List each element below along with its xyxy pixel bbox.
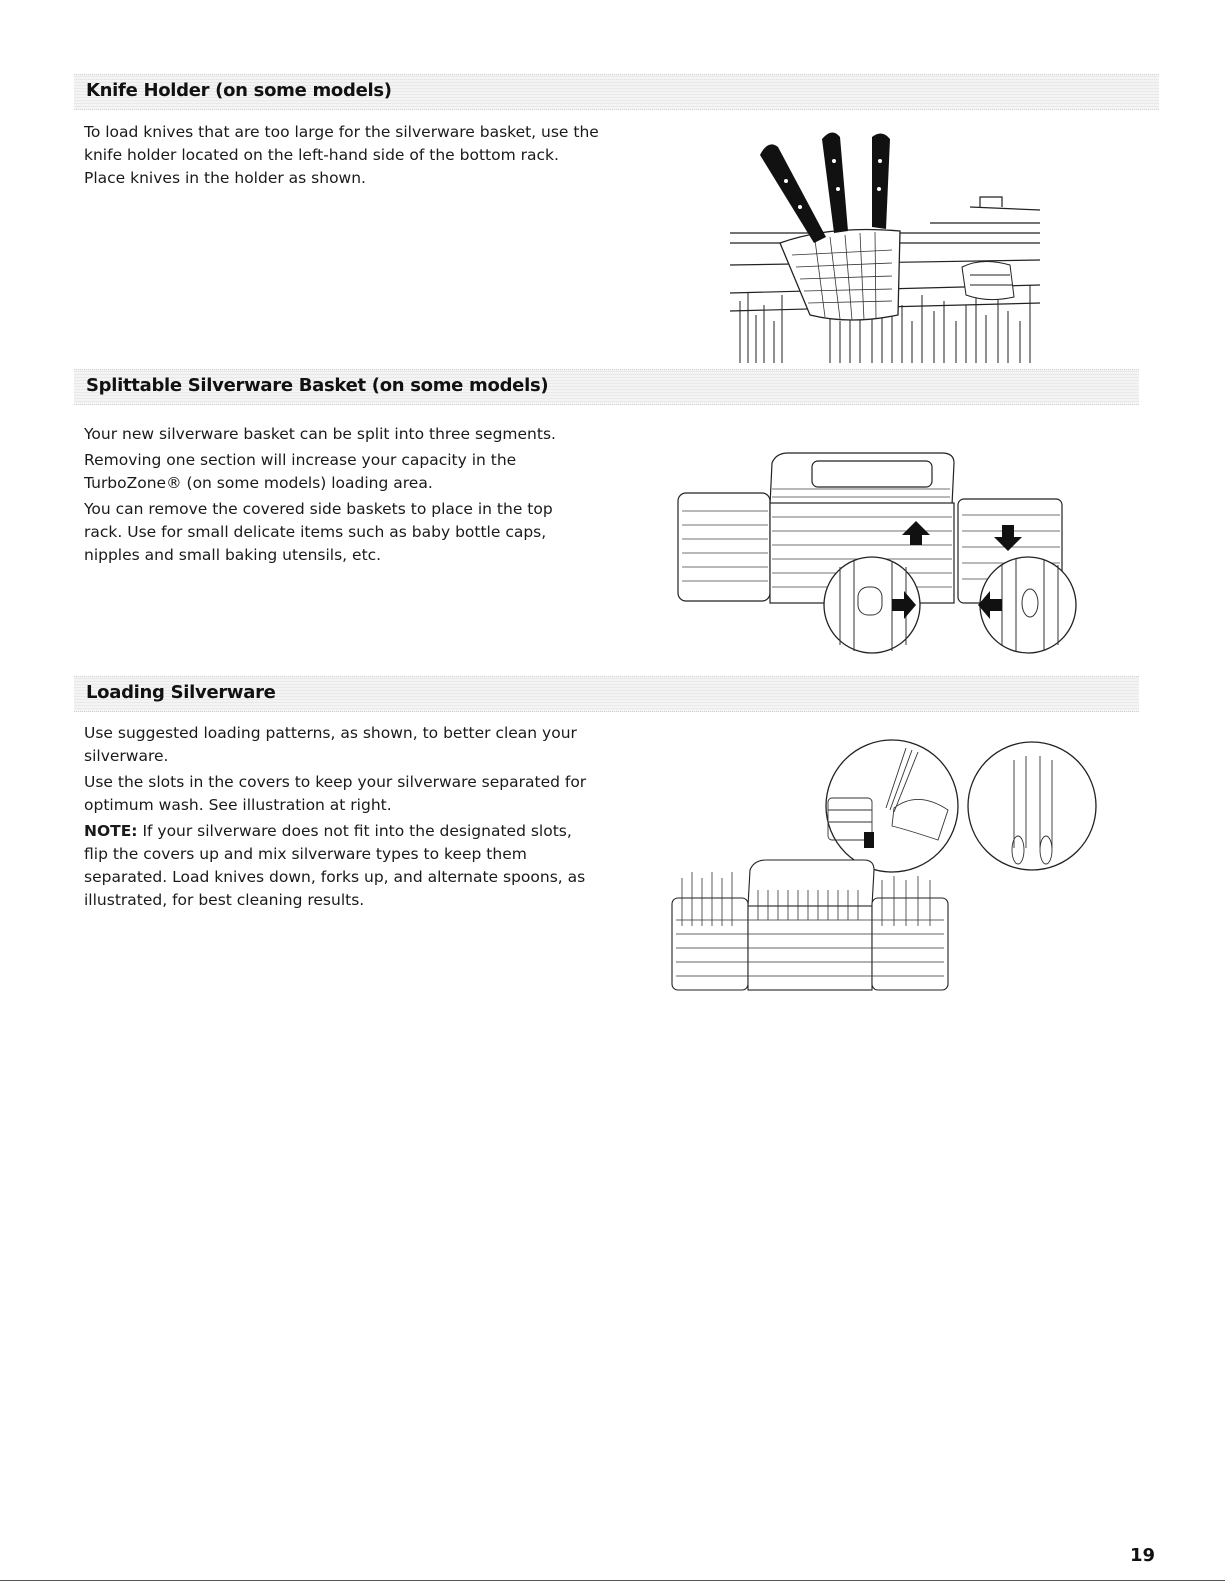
section-title: Loading Silverware [86, 682, 276, 703]
paragraph: You can remove the covered side baskets to place in the top rack. Use for small delicate items such as baby bottle caps, nipples and small baking utensils, etc. [84, 500, 553, 564]
section-body-loading-silverware [84, 722, 594, 915]
bottom-rule [0, 1580, 1225, 1581]
section-body-knife-holder [84, 121, 604, 193]
section-header-knife-holder [74, 74, 1159, 110]
loading-silverware-illustration [668, 730, 1108, 1000]
knife-holder-illustration [730, 125, 1040, 365]
section-header-splittable-basket [74, 369, 1139, 405]
section-header-loading-silverware [74, 676, 1139, 712]
note-text: If your silverware does not fit into the designated slots, flip the covers up and mix silverware types to keep them separated. Load knives down, forks up, and alternate spoons, as illustrated, for best cleaning results. [84, 822, 586, 909]
paragraph: Use the slots in the covers to keep your silverware separated for optimum wash. See illustration at right. [84, 773, 587, 814]
paragraph: Removing one section will increase your capacity in the TurboZone® (on some models) loading area. [84, 451, 517, 492]
paragraph: Your new silverware basket can be split into three segments. [84, 425, 556, 443]
section-title: Knife Holder (on some models) [86, 80, 392, 101]
paragraph: To load knives that are too large for the silverware basket, use the knife holder located on the left-hand side of the bottom rack. Place knives in the holder as shown. [84, 123, 599, 187]
note-paragraph [84, 820, 594, 912]
paragraph: Use suggested loading patterns, as shown, to better clean your silverware. [84, 724, 577, 765]
note-label: NOTE: [84, 822, 138, 840]
section-body-splittable-basket [84, 423, 594, 570]
splittable-basket-illustration [672, 445, 1092, 655]
page-number: 19 [1129, 1545, 1155, 1566]
section-title: Splittable Silverware Basket (on some models) [86, 375, 549, 396]
